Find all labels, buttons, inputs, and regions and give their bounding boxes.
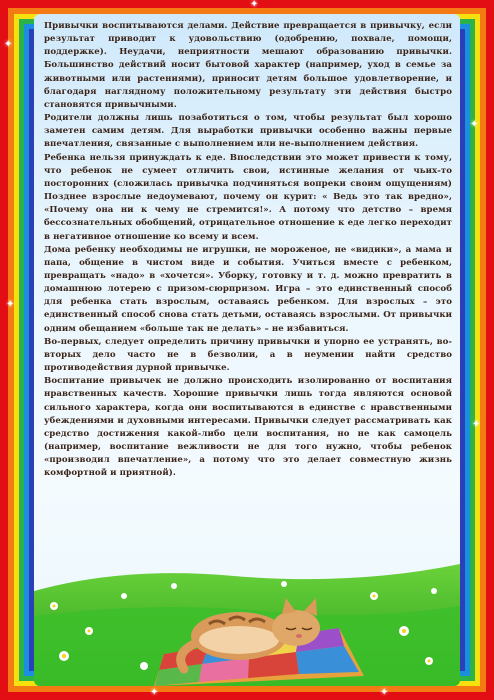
sparkle-icon: ✦ — [4, 39, 13, 50]
article-text — [44, 20, 452, 480]
meadow-illustration — [34, 536, 460, 686]
paragraph: Воспитание привычек не должно происходить изолированно от воспитания нравственных качеств. Хорошие привычки лишь тогда являются основой сильного характера, когда они воспитываются в единстве с нравственными убеждениями и духовными интересами. Привычки следует рассматривать как средство достижения какой-либо цели воспитания, но не как самоцель (например, воспитание вежливости не для того нужно, чтобы ребенок «производил впечатление», а потому что это делает совместную жизнь комфортной и приятной). — [44, 376, 452, 479]
sparkle-icon: ✦ — [470, 119, 479, 130]
paragraph: Во-первых, следует определить причину привычки и упорно ее устранять, во-вторых дело часто не в безволии, а в неумении найти средство противодействия дурной привычке. — [44, 336, 452, 374]
content-panel — [34, 14, 460, 686]
paragraph: Ребенка нельзя принуждать к еде. Впоследствии это может привести к тому, что ребенок не сумеет отличить свои, истинные желания от чьих-то посторонних (сложилась привычка подчиняться вопреки своим ощущениям) Позднее взрослые недоумевают, почему он курит: « Ведь это так вредно», «Почему она ни к чему не стремится!». А потому что детство – время бессознательных обобщений, отрицательное отношение к еде легко переходит в негативное отношение ко всему и всем. — [44, 152, 452, 242]
sparkle-icon: ✦ — [150, 687, 159, 698]
paragraph: Дома ребенку необходимы не игрушки, не мороженое, не «видики», а мама и папа, общение в чистом виде и события. Учиться вместе с ребенком, превращать «надо» в «хочется». Уборку, готовку и т. д. можно превратить в домашнюю лотерею с призом-сюрпризом. Игра – это единственный способ для ребенка стать взрослым, оставаясь ребенком. Для взрослых – это единственный способ снова стать детьми, оставаясь взрослыми. От привычки одним обещанием «больше так не делать» – не избавиться. — [44, 244, 452, 334]
sparkle-icon: ✦ — [380, 687, 389, 698]
paragraph: Привычки воспитываются делами. Действие превращается в привычку, если результат приводит к удовольствию (одобрению, похвале, помощи, поддержке). Неудачи, неприятности мешают образованию привычки. Большинство действий носит бытовой характер (например, уход в семье за животными или растениями), приносит детям большое удовлетворение, и благодаря наглядному положительному результату эти действия быстро становятся привычными. — [44, 21, 452, 110]
sparkle-icon: ✦ — [250, 0, 259, 10]
sparkle-icon: ✦ — [472, 419, 481, 430]
sparkle-icon: ✦ — [6, 299, 15, 310]
paragraph: Родители должны лишь позаботиться о том, чтобы результат был хорошо заметен самим детям. Для выработки привычки особенно важны первые впечатления, связанные с выполнением или не-выполнением действия. — [44, 113, 452, 150]
